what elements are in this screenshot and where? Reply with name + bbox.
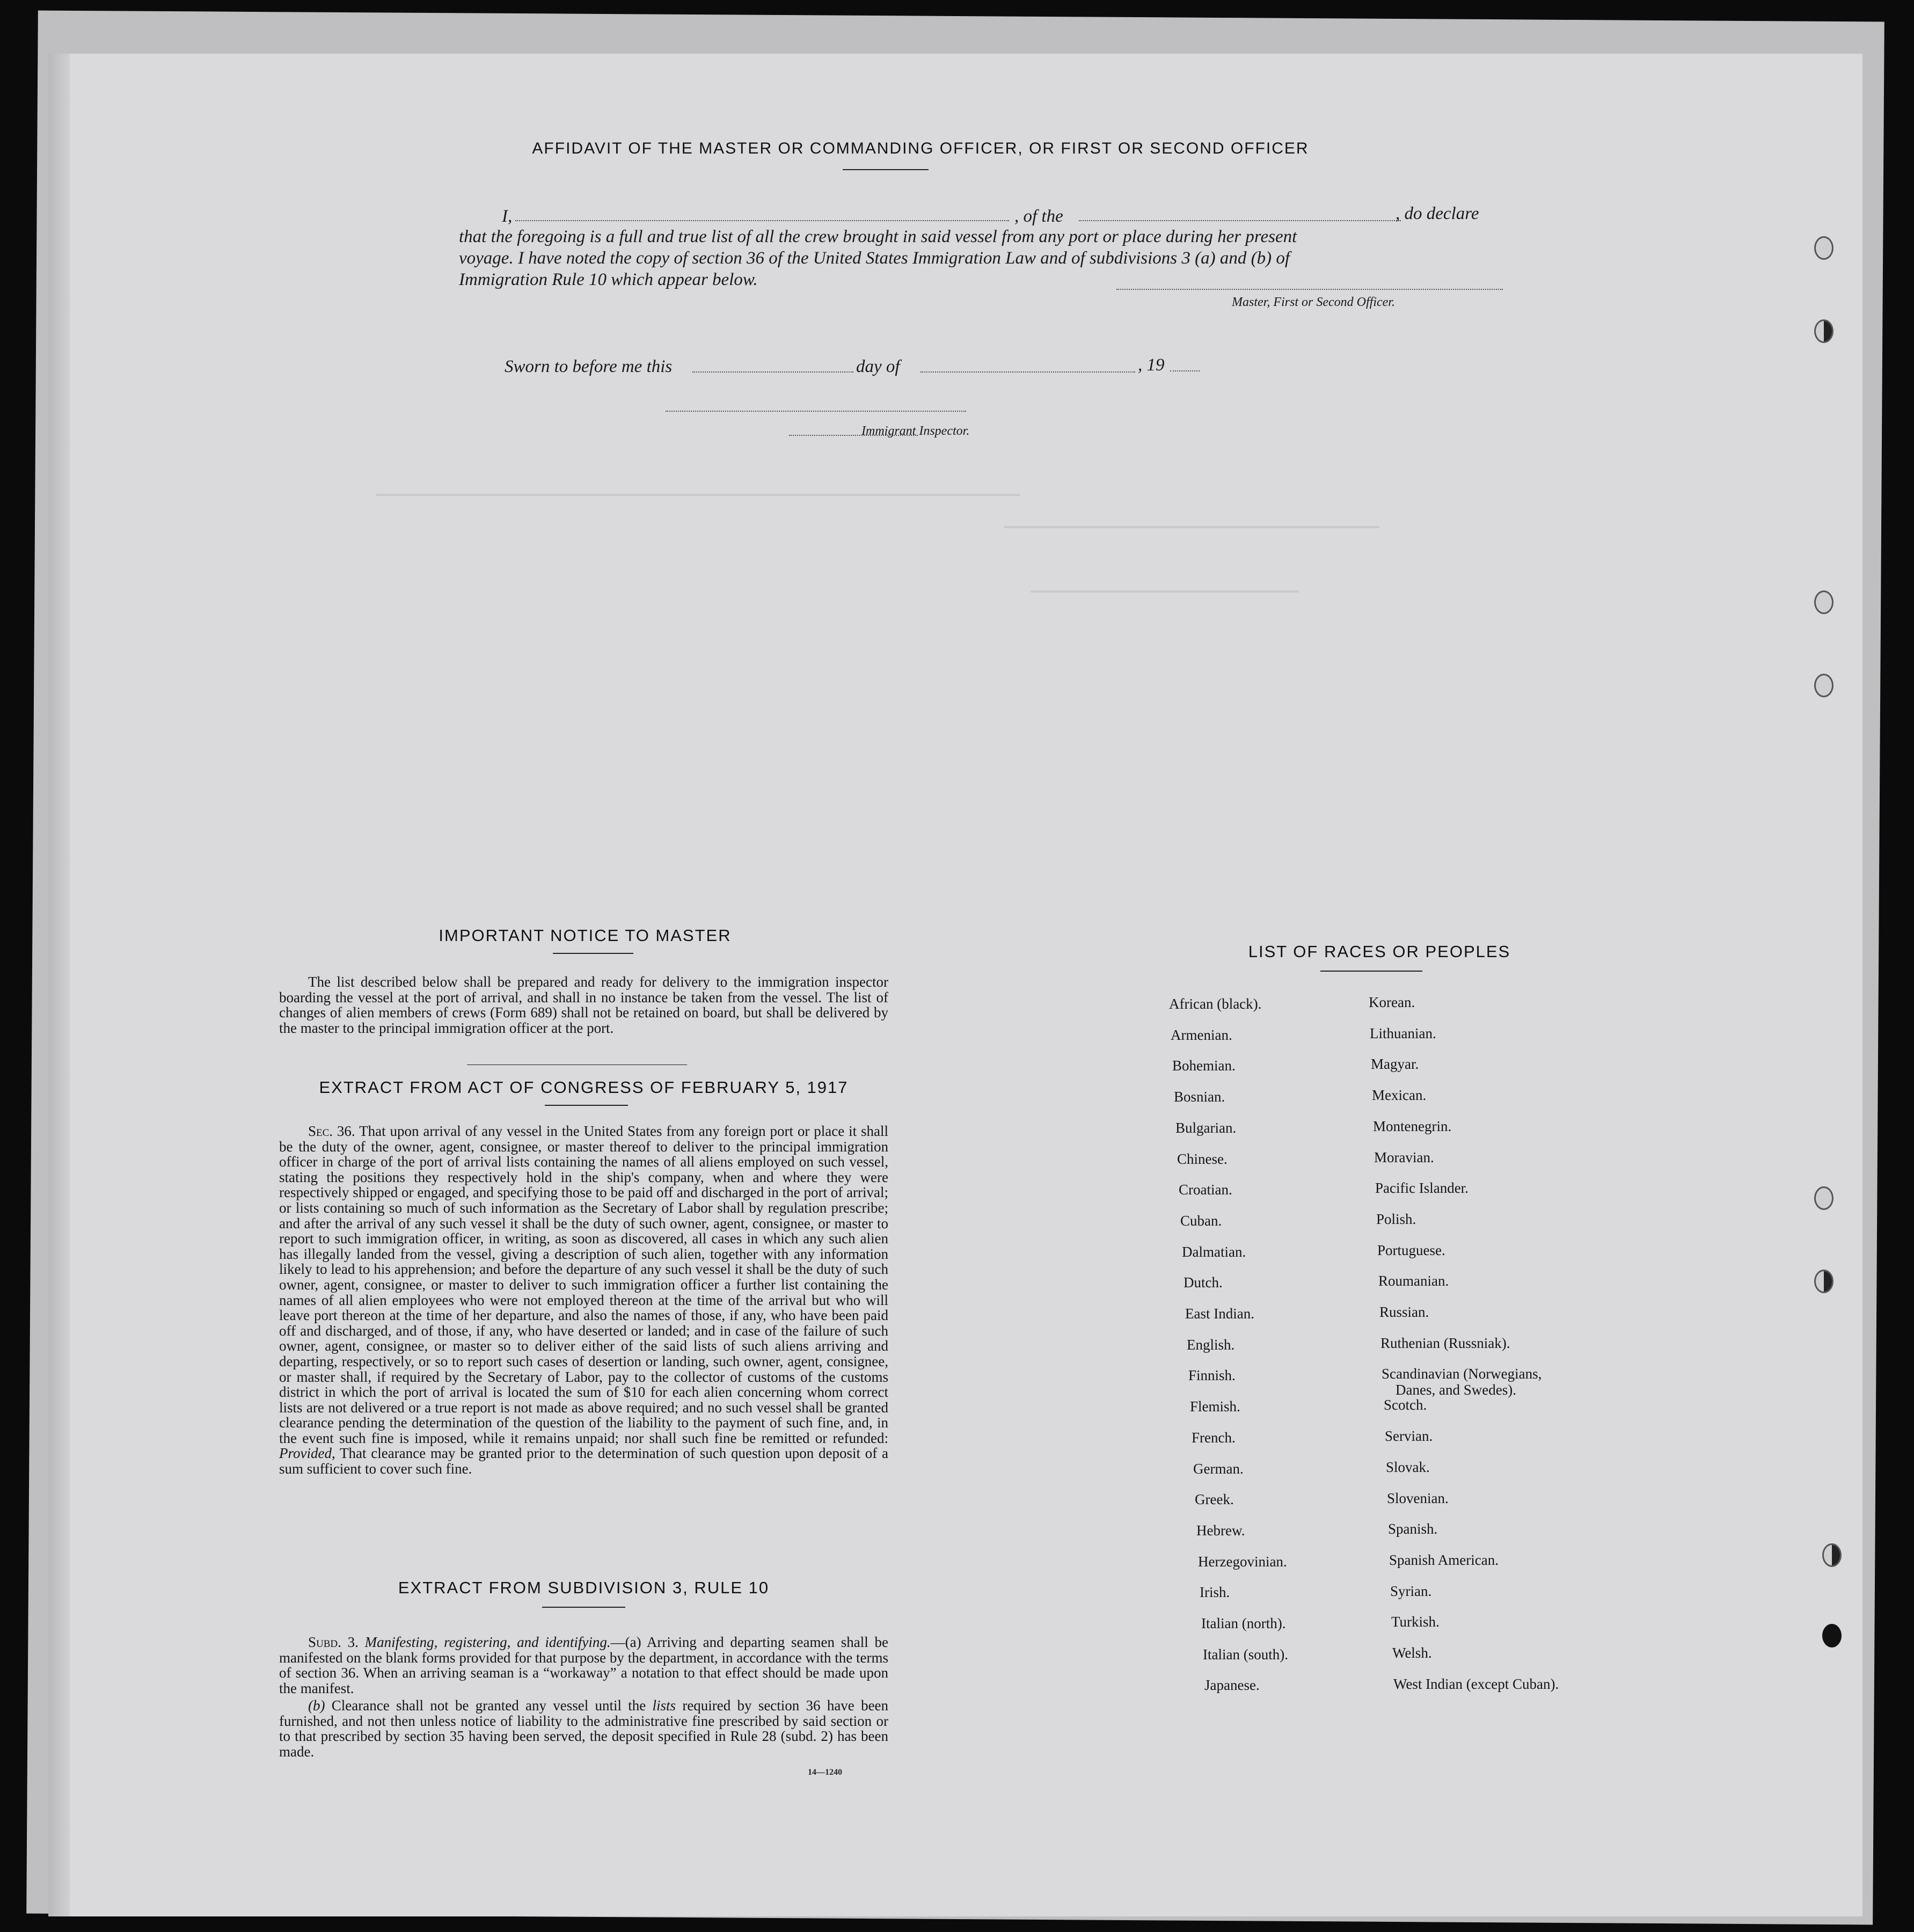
race-item: Polish. [1376, 1211, 1416, 1227]
para-b-label: (b) [308, 1697, 325, 1714]
notice-title: IMPORTANT NOTICE TO MASTER [439, 926, 732, 945]
title-rule [843, 169, 929, 170]
races-rule [1320, 971, 1422, 972]
race-item: Finnish. [1188, 1367, 1236, 1384]
race-item: Bulgarian. [1175, 1119, 1237, 1136]
act-body: That upon arrival of any vessel in the United States from any foreign port or place it shall be the duty of the owner, agent, consignee, or master thereof to deliver to the principal immigration officer in charge of the port of arrival lists containing the names of all aliens employed on such vessel, stating the positions they respectively hold in the ship's company, when and where they were respectively shipped or engaged, and specifying those to be paid off and discharged in the port of arrival; or lists containing so much of such information as the Secretary of Labor shall by regulation prescribe; and after the arrival of any such vessel it shall be the duty of such owner, agent, consignee, or master to report to such immigration officer, in writing, as soon as discovered, all cases in which any such alien has illegally landed from the vessel, giving a description of such alien, together with any information likely to lead to his apprehension; and before the departure of any such vessel it shall be the duty of such owner, agent, consignee, or master to deliver to such immigration officer a further list containing the names of all alien employees who were not employed thereon at the time of the arrival but who will leave port thereon at the time of her departure, and also the names of those, if any, who have been paid off and discharged, and of those, if any, who have deserted or landed; and in case of the failure of such owner, agent, consignee, or master so to deliver either of the said lists of such aliens arriving and departing, respectively, or so to report such cases of desertion or landing, such owner, agent, consignee, or master shall, if required by the Secretary of Labor, pay to the collector of customs of the customs district in which the port of arrival is located the sum of $10 for each alien concerning whom correct lists are not delivered or a true report is not made as above required; and no such vessel shall be granted clearance pending the determination of the question of the liability to the payment of such fine, and, in the event such fine is imposed, while it remains unpaid; nor shall such fine be remitted or refunded: [279, 1123, 888, 1446]
race-item: Bosnian. [1174, 1089, 1225, 1105]
race-item: Korean. [1369, 994, 1415, 1010]
year-label: , 19 [1138, 355, 1165, 375]
bleed-through-line [1004, 526, 1379, 528]
rule-rule [542, 1607, 625, 1608]
race-item: Portuguese. [1377, 1242, 1445, 1258]
notice-rule [553, 953, 633, 954]
race-item: Spanish. [1388, 1521, 1438, 1537]
subd-heading: Manifesting, registering, and identifying. [364, 1634, 611, 1650]
bleed-through-line [376, 494, 1020, 496]
inspector-blank [666, 411, 966, 412]
race-item: Italian (north). [1201, 1615, 1286, 1631]
race-item: Slovak. [1386, 1459, 1430, 1475]
day-of-label: day of [856, 357, 900, 376]
act-title: EXTRACT FROM ACT OF CONGRESS OF FEBRUARY 5, 1917 [319, 1078, 849, 1097]
race-item: Scotch. [1384, 1397, 1427, 1413]
race-item: Danes, and Swedes). [1396, 1382, 1516, 1398]
race-item: Hebrew. [1196, 1522, 1245, 1539]
year-blank [1170, 370, 1200, 371]
race-item: Chinese. [1177, 1150, 1228, 1167]
race-item: Mexican. [1372, 1087, 1427, 1104]
race-item: Slovenian. [1387, 1490, 1449, 1506]
race-item: Magyar. [1371, 1056, 1419, 1073]
race-item: Croatian. [1179, 1182, 1232, 1198]
race-item: Pacific Islander. [1375, 1180, 1469, 1197]
document-page [48, 54, 1862, 1916]
race-item: African (black). [1169, 996, 1262, 1012]
race-item: Turkish. [1391, 1614, 1440, 1630]
race-item: Armenian. [1171, 1026, 1232, 1043]
race-item: Syrian. [1390, 1583, 1432, 1599]
subd-para-a: —(a) Arriving and departing seamen shall be manifested on the blank forms provided for that purpose by the department, in accordance with the terms of section 36. When an arriving seaman is a “workaway” a notation to that effect should be made upon the manifest. [279, 1634, 888, 1696]
affidavit-line-2: that the foregoing is a full and true list of all the crew brought in said vessel from any port or place during her present [459, 227, 1297, 246]
race-item: Roumanian. [1378, 1273, 1449, 1289]
signature-blank [1116, 289, 1503, 290]
form-number: 14—1240 [808, 1768, 842, 1777]
punch-hole [1814, 590, 1833, 614]
affidavit-title: AFFIDAVIT OF THE MASTER OR COMMANDING OFFICER, OR FIRST OR SECOND OFFICER [532, 140, 1309, 157]
affidavit-declare-label: , do declare [1396, 204, 1479, 223]
signature-caption: Master, First or Second Officer. [1232, 295, 1395, 309]
races-title: LIST OF RACES OR PEOPLES [1248, 942, 1511, 961]
act-text [279, 1124, 888, 1477]
act-rule [545, 1105, 628, 1106]
race-item: Cuban. [1180, 1212, 1222, 1229]
race-item: Dalmatian. [1182, 1243, 1246, 1260]
notice-text: The list described below shall be prepared and ready for delivery to the immigration inspector boarding the vessel at the port of arrival, and shall in no instance be taken from the vessel. The list of changes of alien members of crews (Form 689) shall not be retained on board, but shall be delivered by the master to the principal immigration officer at the port. [279, 974, 888, 1036]
race-item: Ruthenian (Russniak). [1380, 1335, 1510, 1351]
inspector-caption: Immigrant Inspector. [861, 424, 970, 438]
sworn-label: Sworn to before me this [505, 357, 673, 376]
affidavit-line-4: Immigration Rule 10 which appear below. [459, 270, 758, 289]
race-item: French. [1192, 1429, 1236, 1446]
race-item: Irish. [1200, 1584, 1230, 1601]
rule-para-b [279, 1698, 888, 1759]
rule-title: EXTRACT FROM SUBDIVISION 3, RULE 10 [398, 1578, 770, 1597]
punch-hole [1822, 1543, 1842, 1567]
race-item: Servian. [1385, 1428, 1433, 1445]
race-item: English. [1187, 1336, 1235, 1353]
race-item: Flemish. [1190, 1398, 1240, 1415]
bleed-through-line [1031, 590, 1299, 593]
race-item: Japanese. [1204, 1677, 1260, 1694]
race-item: Montenegrin. [1373, 1118, 1452, 1134]
punch-hole [1814, 319, 1833, 343]
race-item: Welsh. [1392, 1645, 1432, 1661]
punch-hole [1822, 1624, 1842, 1647]
race-item: Herzegovinian. [1198, 1553, 1287, 1570]
affidavit-of-label: , of the [1014, 207, 1063, 226]
punch-hole [1814, 674, 1833, 697]
race-item: Dutch. [1184, 1274, 1223, 1291]
race-item: Moravian. [1374, 1149, 1434, 1165]
race-item: Spanish American. [1389, 1551, 1499, 1568]
rule-para-a [279, 1635, 888, 1696]
binder-edge [48, 54, 70, 1916]
race-item: Greek. [1195, 1491, 1234, 1508]
race-item: Scandinavian (Norwegians, [1382, 1366, 1542, 1382]
subd-label: Subd. 3. [308, 1634, 359, 1650]
vessel-blank [1079, 220, 1401, 221]
race-item: Lithuanian. [1370, 1025, 1436, 1041]
race-item: Russian. [1379, 1304, 1429, 1320]
act-body-end: That clearance may be granted prior to the determination of such question upon deposit of a sum sufficient to cover such fine. [279, 1445, 889, 1477]
affidavit-line-3: voyage. I have noted the copy of section 36 of the United States Immigration Law and of subdivisions 3 (a) and (b) of [459, 249, 1290, 268]
name-blank [515, 220, 1009, 221]
act-section-label: Sec. 36. [308, 1123, 355, 1139]
para-b-text-2: required by section 36 have been furnished, and not then unless notice of liability to the administrative fine prescribed by said section or to that prescribed by section 35 having been served, the deposit specified in Rule 28 (subd. 2) has been made. [279, 1697, 889, 1760]
sworn-day-blank [692, 371, 853, 373]
act-provided: Provided, [279, 1445, 335, 1462]
affidavit-i-label: I, [502, 207, 513, 226]
race-item: West Indian (except Cuban). [1393, 1675, 1559, 1692]
race-item: Bohemian. [1172, 1058, 1236, 1074]
para-b-text-1: Clearance shall not be granted any vessel until the [331, 1697, 646, 1714]
para-b-lists: lists [652, 1697, 676, 1714]
sworn-month-blank [921, 371, 1135, 373]
punch-hole [1814, 236, 1833, 260]
punch-hole [1814, 1186, 1833, 1210]
race-item: East Indian. [1185, 1306, 1254, 1322]
punch-hole [1814, 1270, 1833, 1293]
race-item: German. [1193, 1460, 1244, 1477]
race-item: Italian (south). [1203, 1646, 1288, 1663]
